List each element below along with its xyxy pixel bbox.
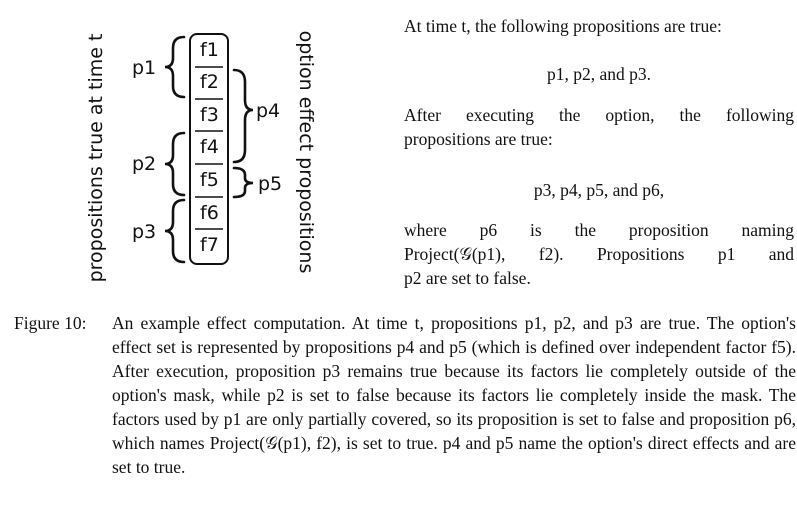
label-p5: p5 — [258, 173, 283, 195]
right-axis-label: option effect propositions — [295, 30, 317, 274]
factor-f3: f3 — [200, 104, 219, 126]
label-p4: p4 — [256, 100, 281, 122]
caption-text: An example effect computation. At time t, propositions p1, p2, and p3 are true. The option's effect set is represented by propositions p4 and p5 (which is defined over independent factor f5). After execution, proposition p3 remains true because its factors lie completely outside of the option's mask, while p2 is set to false because its factors lie completely inside the mask. The factors used by p1 are only partially covered, so its proposition is set to false and proposition p6, which names Project(𝒢(p1), f2), is set to true. p4 and p5 name the option's direct effects and are set to true. — [112, 313, 796, 477]
label-p2: p2 — [132, 153, 157, 175]
text-line-1: At time t, the following propositions are true: — [404, 16, 722, 36]
text-line-3b: propositions are true: — [404, 129, 553, 149]
brace-p4 — [234, 70, 253, 162]
factor-f5: f5 — [200, 169, 219, 191]
brace-p1 — [165, 37, 184, 97]
text-paragraph-3 — [404, 218, 794, 290]
label-p1: p1 — [132, 57, 157, 79]
text-line-5a: where p6 is the proposition naming — [404, 220, 794, 240]
factor-f2: f2 — [200, 71, 219, 93]
text-line-2: p1, p2, and p3. — [546, 64, 652, 84]
brace-p3 — [165, 200, 184, 262]
caption-label: Figure 10: — [14, 313, 87, 333]
text-paragraph-2 — [404, 103, 794, 151]
brace-p5 — [234, 168, 253, 197]
text-line-3a: After executing the option, the following — [404, 105, 794, 125]
factor-f1: f1 — [200, 39, 219, 61]
text-line-5c: p2 are set to false. — [404, 268, 531, 288]
text-line-5b: Project(𝒢(p1), f2). Propositions p1 and — [404, 244, 794, 264]
left-axis-label: propositions true at time t — [85, 33, 107, 283]
factor-f4: f4 — [200, 136, 219, 158]
label-p3: p3 — [132, 221, 157, 243]
brace-p2 — [165, 133, 184, 195]
text-line-4: p3, p4, p5, and p6, — [533, 180, 665, 200]
factor-f7: f7 — [200, 234, 219, 256]
factor-f6: f6 — [200, 202, 219, 224]
